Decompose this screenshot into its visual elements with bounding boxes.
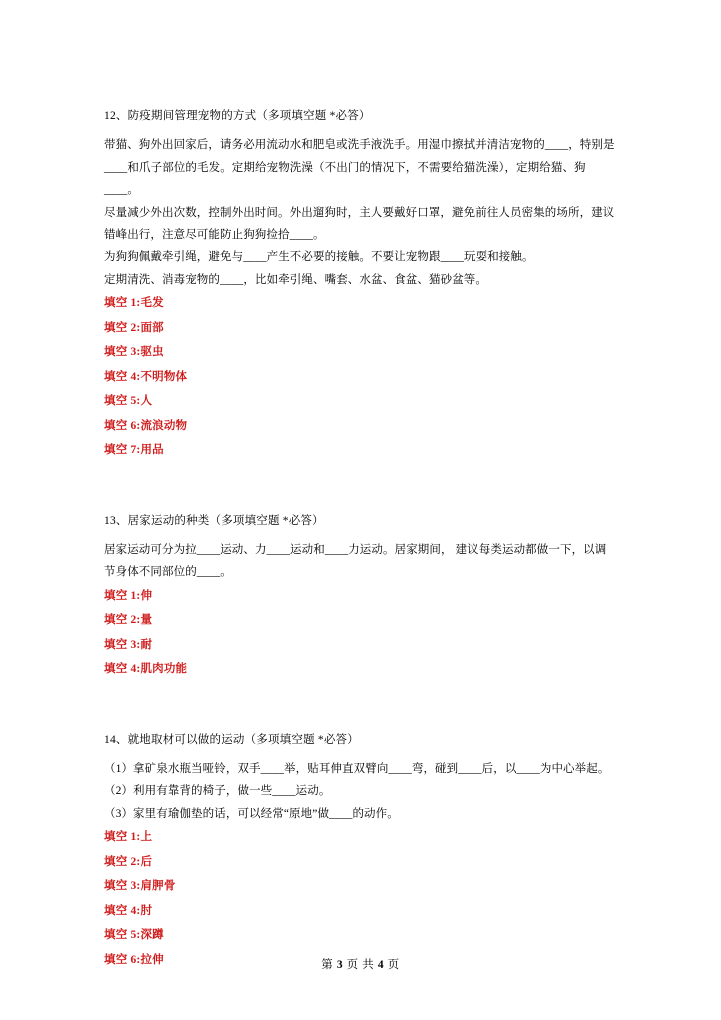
footer-current-page: 3 <box>336 959 344 971</box>
question-title: 13、居家运动的种类（多项填空题 *必答） <box>104 514 324 527</box>
footer-total-pages: 4 <box>377 959 385 971</box>
question-body <box>104 134 617 291</box>
question-body <box>104 758 617 825</box>
answer-item: 填空 3:肩胛骨 <box>104 880 176 893</box>
answer-item: 填空 6:拉伸 <box>104 953 164 966</box>
question-block-12 <box>104 108 617 457</box>
answer-list <box>104 591 617 676</box>
footer-suffix: 页 <box>387 959 400 971</box>
answer-item: 填空 7:用品 <box>104 444 164 457</box>
question-block-14 <box>104 732 617 967</box>
section-spacer <box>104 491 617 513</box>
answer-item: 填空 6:流浪动物 <box>104 419 188 432</box>
answer-item: 填空 1:毛发 <box>104 297 164 310</box>
answer-item: 填空 2:量 <box>104 614 153 627</box>
answer-list <box>104 832 617 966</box>
question-body-line: （3）家里有瑜伽垫的话，可以经常“原地”做____的动作。 <box>104 807 399 820</box>
answer-item: 填空 4:肘 <box>104 904 153 917</box>
question-body-line: 居家运动可分为拉____运动、力____运动和____力运动。居家期间， 建议每类运动都做一下，以调节身体不同部位的____。 <box>104 543 607 579</box>
footer-middle: 页 共 <box>346 959 375 971</box>
answer-item: 填空 3:耐 <box>104 638 153 651</box>
answer-item: 填空 4:不明物体 <box>104 370 188 383</box>
question-body-line: 带猫、狗外出回家后，请务必用流动水和肥皂或洗手液洗手。用湿巾擦拭并清洁宠物的____，特别是____和爪子部位的毛发。定期给宠物洗澡（不出门的情况下，不需要给猫洗澡），定期给猫、狗____。 <box>104 139 615 197</box>
footer-prefix: 第 <box>321 959 334 971</box>
answer-item: 填空 1:伸 <box>104 589 153 602</box>
question-body <box>104 539 617 584</box>
question-body-line: （2）利用有靠背的椅子，做一些____运动。 <box>104 785 331 798</box>
question-title: 14、就地取材可以做的运动（多项填空题 *必答） <box>104 733 359 746</box>
question-body-line: 为狗狗佩戴牵引绳，避免与____产生不必要的接触。不要让宠物跟____玩耍和接触。 <box>104 251 534 264</box>
answer-list <box>104 298 617 457</box>
question-title: 12、防疫期间管理宠物的方式（多项填空题 *必答） <box>104 110 371 122</box>
answer-item: 填空 1:上 <box>104 831 153 844</box>
answer-item: 填空 5:深蹲 <box>104 929 164 942</box>
question-body-line: （1）拿矿泉水瓶当哑铃，双手____举，贴耳伸直双臂向____弯，碰到____后，以____为中心举起。 <box>104 763 610 776</box>
question-body-line: 尽量减少外出次数，控制外出时间。外出遛狗时，主人要戴好口罩，避免前往人员密集的场所，建议错峰出行，注意尽可能防止狗狗捡拾____。 <box>104 206 615 241</box>
answer-item: 填空 2:后 <box>104 855 153 868</box>
page-footer <box>0 953 721 972</box>
answer-item: 填空 3:驱虫 <box>104 346 164 359</box>
question-body-line: 定期清洗、消毒宠物的____，比如牵引绳、嘴套、水盆、食盆、猫砂盆等。 <box>104 273 487 286</box>
answer-item: 填空 5:人 <box>104 395 153 408</box>
section-spacer <box>104 710 617 732</box>
answer-item: 填空 4:肌肉功能 <box>104 663 188 676</box>
question-block-13 <box>104 513 617 676</box>
answer-item: 填空 2:面部 <box>104 321 164 334</box>
